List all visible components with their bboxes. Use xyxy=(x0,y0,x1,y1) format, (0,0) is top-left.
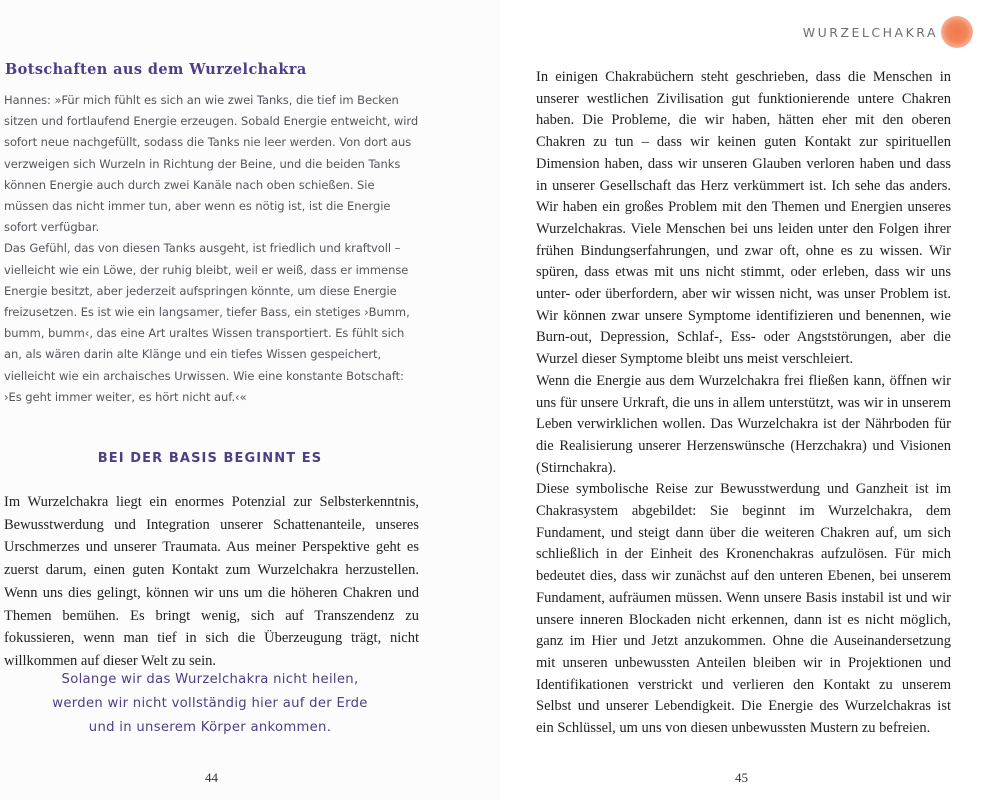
body-paragraph: Im Wurzelchakra liegt ein enormes Potenzial zur Selbsterkenntnis, Bewusstwerdung und Integration unserer Schattenanteile, unseres Urschmerzes und unserer Traumata. Aus meiner Perspektive geht es zuerst darum, einen guten Kontakt zum Wurzelchakra herzustellen. Wenn uns dies gelingt, können wir uns um die höheren Chakren und Themen bemühen. Es bringt wenig, sich auf Transzendenz zu fokussieren, wenn man tief in sich die Überzeugung trägt, nicht willkommen auf dieser Welt zu sein. xyxy=(4,494,419,669)
interview-block xyxy=(4,90,420,408)
pull-quote xyxy=(0,668,420,740)
pull-quote-line: Solange wir das Wurzelchakra nicht heilen, xyxy=(61,672,359,687)
body-paragraph: In einigen Chakrabüchern steht geschrieben, dass die Menschen in unserer westlichen Zivilisation gut funktionierende untere Chakren haben. Die Probleme, die wir haben, hätten eher mit den oberen Chakren zu tun – dass wir keinen guten Kontakt zur spirituellen Dimension haben, dass wir unseren Glauben verloren haben und dass in unserer Gesellschaft das Herz verkümmert ist. Ich sehe das anders. Wir haben ein großes Problem mit den Themen und Energien unseres Wurzelchakras. Viele Menschen bei uns leiden unter den Folgen ihrer frühen Bindungserfahrungen, und zwar oft, ohne es zu wissen. Wir spüren, dass etwas mit uns nicht stimmt, oder erleben, dass wir uns unter- oder überfordern, aber wir wissen nicht, was unser Problem ist. Wir können zwar unsere Symptome identifizieren und benennen, wie Burn-out, Depression, Schlaf-, Ess- oder Angststörungen, aber die Wurzel dieser Symptome bleibt uns meist verschleiert. xyxy=(536,69,951,368)
body-text-left xyxy=(4,491,419,673)
subheading: BEI DER BASIS BEGINNT ES xyxy=(97,451,323,466)
body-paragraph: Diese symbolische Reise zur Bewusstwerdung und Ganzheit ist im Chakrasystem abgebildet: Sie beginnt im Wurzelchakra, dem Fundament, und steigt dann über die weiteren Chakren auf, um sich schließlich in der Einheit des Kronenchakras aufzulösen. Für mich bedeutet dies, dass wir zunächst auf den unteren Ebenen, bei unserem Fundament, aufräumen müssen. Wenn unsere Basis instabil ist und wir unsere inneren Blockaden nicht erkennen, dann ist es nicht möglich, ganz im Hier und Jetzt anzukommen. Ohne die Auseinandersetzung mit unseren unbewussten Anteilen bleiben wir in Projektionen und Identifikationen verstrickt und verlieren den Kontakt zu unserem Selbst und unserer Lebendigkeit. Die Energie des Wurzelchakras ist ein Schlüssel, um uns von diesen unbewussten Mustern zu befreien. xyxy=(536,481,951,737)
pull-quote-line: und in unserem Körper ankommen. xyxy=(88,720,332,735)
chakra-circle-icon xyxy=(941,16,973,48)
running-head: WURZELCHAKRA xyxy=(802,25,938,40)
interview-paragraph: Das Gefühl, das von diesen Tanks ausgeht, ist friedlich und kraftvoll – vielleicht wie ein Löwe, der ruhig bleibt, weil er weiß, dass er immense Energie besitzt, aber jederzeit aufspringen könnte, um diese Energie freizusetzen. Es ist wie ein langsamer, tiefer Bass, ein stetiges ›Bumm, bumm, bumm‹, das eine Art uraltes Wissen transportiert. Es fühlt sich an, als wären darin alte Klänge und ein tiefes Wissen gespeichert, vielleicht wie ein archaisches Urwissen. Wie eine konstante Botschaft: ›Es geht immer weiter, es hört nicht auf.‹« xyxy=(4,241,410,404)
body-text-right xyxy=(536,67,951,740)
page-number-left: 44 xyxy=(205,770,218,785)
body-paragraph: Wenn die Energie aus dem Wurzelchakra frei fließen kann, öffnen wir uns für unsere Urkraft, die uns in allem unterstützt, was wir in unserem Leben verwirklichen wollen. Das Wurzelchakra ist der Nährboden für die Realisierung unserer Herzenswünsche (Herzchakra) und Visionen (Stirnchakra). xyxy=(536,372,951,476)
section-title: Botschaften aus dem Wurzelchakra xyxy=(5,61,307,78)
interview-paragraph: Hannes: »Für mich fühlt es sich an wie zwei Tanks, die tief im Becken sitzen und fortlaufend Energie erzeugen. Sobald Energie entweicht, wird sofort neue nachgefüllt, sodass die Tanks nie leer werden. Von dort aus verzweigen sich Wurzeln in Richtung der Beine, und die beiden Tanks können Energie auch durch zwei Kanäle nach oben schießen. Sie müssen das nicht immer tun, aber wenn es nötig ist, ist die Energie sofort verfügbar. xyxy=(4,93,419,235)
page-number-right: 45 xyxy=(735,770,748,785)
pull-quote-line: werden wir nicht vollständig hier auf der Erde xyxy=(52,696,368,711)
